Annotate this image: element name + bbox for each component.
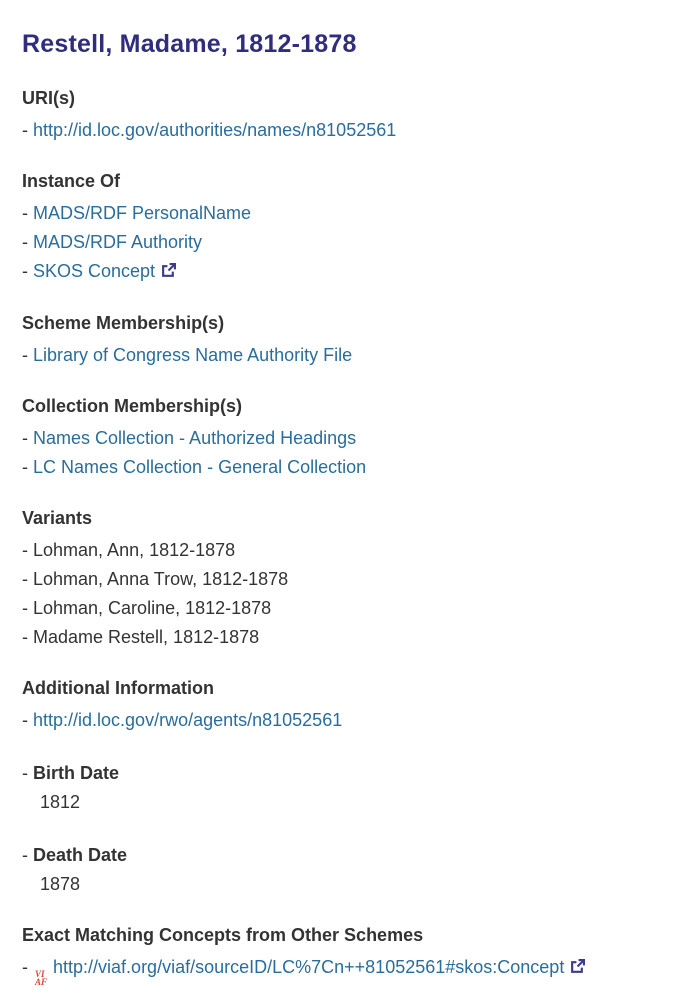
instance-of-link-skos-concept[interactable] xyxy=(33,261,176,281)
list-item xyxy=(22,953,662,986)
death-date-value: 1878 xyxy=(40,874,81,894)
viaf-concept-link[interactable] xyxy=(53,957,585,977)
additional-information-heading: Additional Information xyxy=(22,678,214,698)
exact-matching-heading: Exact Matching Concepts from Other Schemes xyxy=(22,925,424,945)
external-link-icon xyxy=(570,954,585,983)
death-date-label-line xyxy=(22,841,662,870)
list-item xyxy=(22,706,662,735)
section-variants xyxy=(22,506,662,652)
list-item xyxy=(22,199,662,228)
list-item xyxy=(22,453,662,482)
section-exact-matching-concepts xyxy=(22,923,662,986)
list-item xyxy=(22,116,662,145)
page-title: Restell, Madame, 1812-1878 xyxy=(22,30,357,58)
section-additional-information xyxy=(22,676,662,735)
instance-of-link-personalname[interactable]: MADS/RDF PersonalName xyxy=(33,203,252,223)
uris-heading: URI(s) xyxy=(22,88,75,108)
uri-link[interactable]: http://id.loc.gov/authorities/names/n81052561 xyxy=(33,120,397,140)
instance-of-link-authority[interactable]: MADS/RDF Authority xyxy=(33,232,203,252)
section-scheme-memberships xyxy=(22,311,662,370)
birth-date-value-line xyxy=(22,788,662,817)
birth-date-value: 1812 xyxy=(40,792,81,812)
rwo-agent-link[interactable]: http://id.loc.gov/rwo/agents/n81052561 xyxy=(33,710,343,730)
section-instance-of xyxy=(22,169,662,287)
birth-date-label-line xyxy=(22,759,662,788)
viaf-link-label: http://viaf.org/viaf/sourceID/LC%7Cn++81052561#skos:Concept xyxy=(53,957,565,977)
skos-concept-link-label: SKOS Concept xyxy=(33,261,156,281)
list-item xyxy=(22,623,662,652)
variants-heading: Variants xyxy=(22,508,93,528)
scheme-memberships-heading: Scheme Membership(s) xyxy=(22,313,225,333)
collection-membership-link-authorized[interactable]: Names Collection - Authorized Headings xyxy=(33,428,357,448)
list-item xyxy=(22,536,662,565)
viaf-icon xyxy=(35,970,47,986)
birth-date-label: Birth Date xyxy=(33,763,120,783)
variant-name: Lohman, Caroline, 1812-1878 xyxy=(33,598,272,618)
viaf-icon-line1: - VI xyxy=(35,969,45,979)
instance-of-heading: Instance Of xyxy=(22,171,121,191)
list-item xyxy=(22,341,662,370)
section-birth-date xyxy=(22,759,662,817)
death-date-value-line xyxy=(22,870,662,899)
variant-name: Madame Restell, 1812-1878 xyxy=(33,627,260,647)
list-item xyxy=(22,565,662,594)
viaf-icon-line2: AF xyxy=(35,977,48,987)
list-item xyxy=(22,257,662,287)
list-item xyxy=(22,594,662,623)
section-collection-memberships xyxy=(22,394,662,482)
external-link-icon xyxy=(161,258,176,287)
list-item xyxy=(22,228,662,257)
collection-membership-link-general[interactable]: LC Names Collection - General Collection xyxy=(33,457,367,477)
list-item xyxy=(22,424,662,453)
collection-memberships-heading: Collection Membership(s) xyxy=(22,396,243,416)
scheme-membership-link[interactable]: Library of Congress Name Authority File xyxy=(33,345,353,365)
variant-name: Lohman, Ann, 1812-1878 xyxy=(33,540,236,560)
section-death-date xyxy=(22,841,662,899)
section-uris xyxy=(22,86,662,145)
death-date-label: Death Date xyxy=(33,845,128,865)
variant-name: Lohman, Anna Trow, 1812-1878 xyxy=(33,569,289,589)
authority-record-page xyxy=(22,30,662,986)
